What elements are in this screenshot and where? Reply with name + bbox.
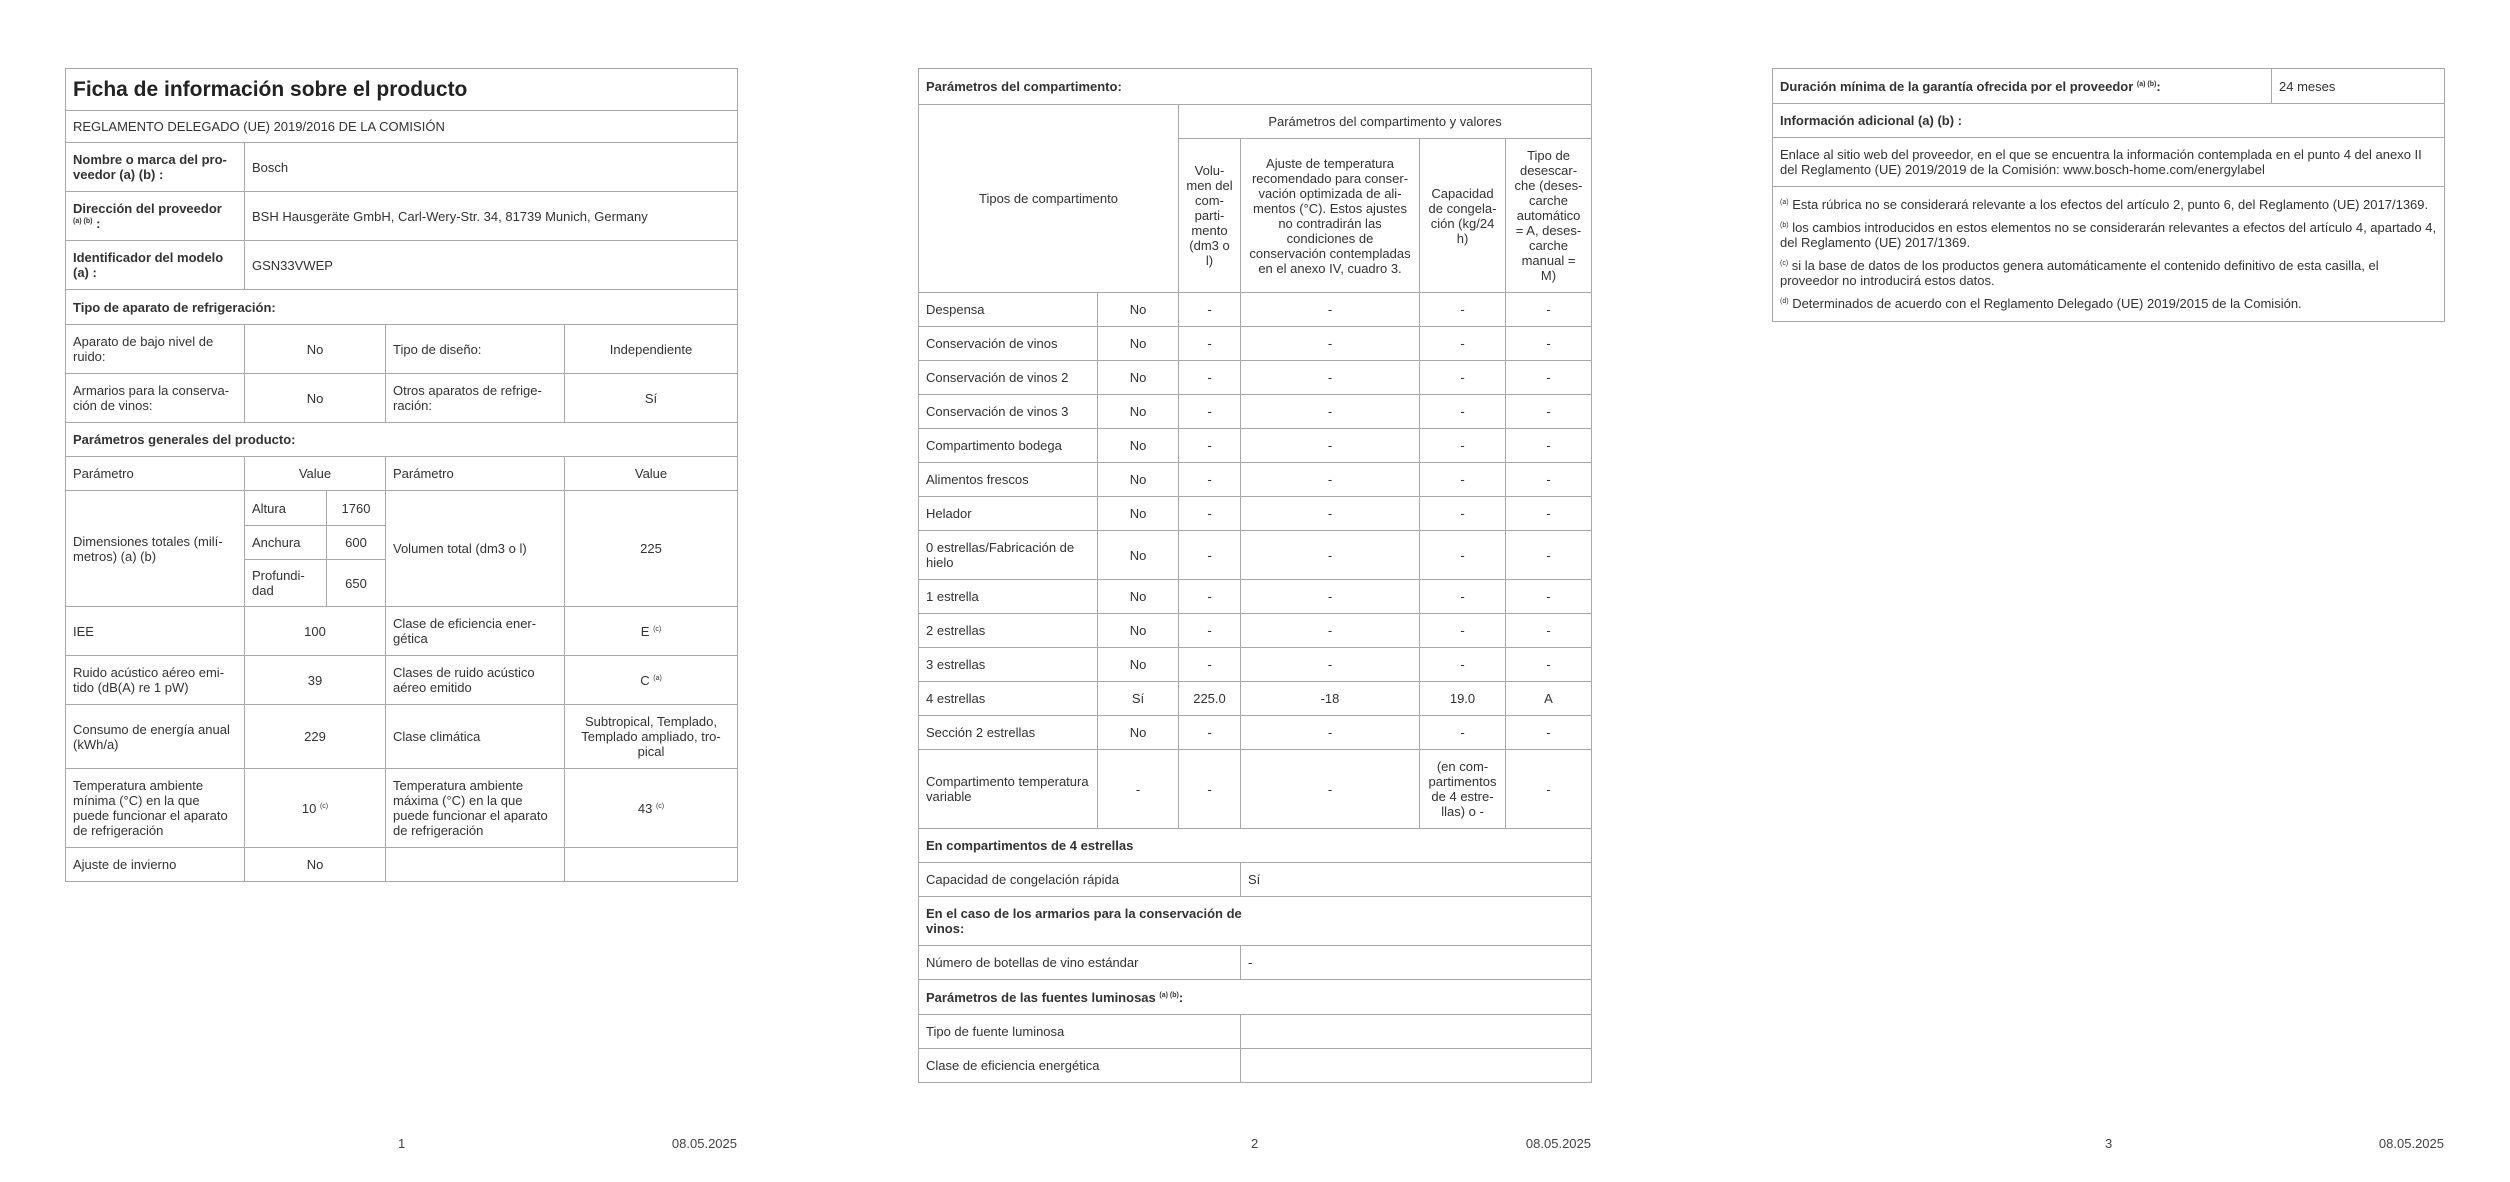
compartment-present: No — [1098, 361, 1179, 395]
compartment-name: Compartimento temperatura variable — [919, 750, 1098, 829]
compartment-params-heading: Parámetros del compartimento: — [919, 69, 1592, 105]
noise-class-label: Clases de ruido acústico aéreo emitido — [386, 656, 565, 705]
compartment-temperature: - — [1241, 716, 1420, 750]
compartment-row — [919, 682, 1592, 716]
compartment-present: - — [1098, 750, 1179, 829]
compartment-row — [919, 429, 1592, 463]
compartment-temperature: - — [1241, 497, 1420, 531]
compartment-defrost-type: - — [1506, 293, 1592, 327]
compartment-row — [919, 614, 1592, 648]
footnote — [1780, 296, 2437, 311]
product-info-table — [65, 68, 738, 882]
wine-cabinet-value: No — [245, 374, 386, 423]
compartment-freezing-capacity: - — [1420, 463, 1506, 497]
fast-freeze-label: Capacidad de congelación rápida — [919, 863, 1241, 897]
address-value: BSH Hausgeräte GmbH, Carl-Wery-Str. 34, 81739 Munich, Germany — [245, 192, 738, 241]
low-noise-value: No — [245, 325, 386, 374]
compartment-temperature: - — [1241, 395, 1420, 429]
noise-class-value: C $^{(a)}$ — [565, 656, 738, 705]
compartment-freezing-capacity: - — [1420, 716, 1506, 750]
compartment-present: Sí — [1098, 682, 1179, 716]
volume-value: 225 — [565, 491, 738, 607]
compartment-types-header: Tipos de compartimento — [919, 105, 1179, 293]
width-label: Anchura — [245, 526, 327, 560]
compartment-defrost-type: - — [1506, 361, 1592, 395]
compartment-volume: - — [1179, 614, 1241, 648]
four-star-heading: En compartimentos de 4 estrellas — [919, 829, 1592, 863]
page-number: 3 — [2105, 1136, 2113, 1151]
volume-column-header: Volumen del compartimento (dm3 o l) — [1179, 139, 1241, 293]
compartment-freezing-capacity: - — [1420, 293, 1506, 327]
compartment-name: 2 estrellas — [919, 614, 1098, 648]
compartment-present: No — [1098, 327, 1179, 361]
compartment-present: No — [1098, 648, 1179, 682]
compartment-name: Helador — [919, 497, 1098, 531]
model-value: GSN33VWEP — [245, 241, 738, 290]
temperature-column-header: Ajuste de temperatura recomendado para conservación optimizada de alimentos (°C). Estos ajustes no contradirán las condiciones de conservación contempladas en el anexo IV, cuadro 3. — [1241, 139, 1420, 293]
compartment-present: No — [1098, 580, 1179, 614]
compartment-volume: - — [1179, 429, 1241, 463]
page-number: 1 — [398, 1136, 406, 1151]
footnote-mark: (a) — [1780, 199, 1789, 206]
energy-consumption-value: 229 — [245, 705, 386, 769]
depth-label: Profundidad — [245, 560, 327, 607]
compartment-volume: - — [1179, 580, 1241, 614]
compartment-name: Despensa — [919, 293, 1098, 327]
light-class-label: Clase de eficiencia energética — [919, 1049, 1241, 1083]
other-appliance-value: Sí — [565, 374, 738, 423]
supplier-value: Bosch — [245, 143, 738, 192]
iee-value: 100 — [245, 607, 386, 656]
light-type-label: Tipo de fuente luminosa — [919, 1015, 1241, 1049]
appliance-type-heading: Tipo de aparato de refrigeración: — [66, 290, 738, 325]
compartment-row — [919, 463, 1592, 497]
compartment-name: Conservación de vinos — [919, 327, 1098, 361]
footnote-mark: (c) — [1780, 260, 1789, 267]
compartment-name: Alimentos frescos — [919, 463, 1098, 497]
compartment-name: 0 estrellas/Fabricación de hielo — [919, 531, 1098, 580]
noise-label: Ruido acústico aéreo emitido (dB(A) re 1 pW) — [66, 656, 245, 705]
defrost-column-header: Tipo de desescarche (desescarche automático = A, desescarche manual = M) — [1506, 139, 1592, 293]
compartment-row — [919, 293, 1592, 327]
compartment-name: 1 estrella — [919, 580, 1098, 614]
compartment-temperature: - — [1241, 429, 1420, 463]
page-3 — [1772, 0, 2444, 1182]
footnote-text: Determinados de acuerdo con el Reglamento Delegado (UE) 2019/2015 de la Comisión. — [1792, 296, 2302, 311]
compartment-temperature: - — [1241, 531, 1420, 580]
wine-cabinet-label: Armarios para la conservación de vinos: — [66, 374, 245, 423]
additional-info-heading: Información adicional (a) (b) : — [1773, 104, 2445, 138]
freezing-column-header: Capacidad de congelación (kg/24 h) — [1420, 139, 1506, 293]
wine-bottles-label: Número de botellas de vino estándar — [919, 946, 1241, 980]
compartment-volume: - — [1179, 327, 1241, 361]
winter-setting-value: No — [245, 848, 386, 882]
warranty-table — [1772, 68, 2445, 322]
compartment-present: No — [1098, 531, 1179, 580]
compartment-defrost-type: - — [1506, 614, 1592, 648]
footnote — [1780, 197, 2437, 212]
compartment-freezing-capacity: 19.0 — [1420, 682, 1506, 716]
compartment-freezing-capacity: - — [1420, 361, 1506, 395]
compartment-row — [919, 648, 1592, 682]
compartment-volume: 225.0 — [1179, 682, 1241, 716]
compartment-temperature: - — [1241, 648, 1420, 682]
compartment-temperature: - — [1241, 327, 1420, 361]
compartment-freezing-capacity: - — [1420, 531, 1506, 580]
compartment-row — [919, 750, 1592, 829]
compartment-freezing-capacity: - — [1420, 395, 1506, 429]
light-type-value — [1241, 1015, 1592, 1049]
dimensions-label: Dimensiones totales (milímetros) (a) (b) — [66, 491, 245, 607]
compartment-defrost-type: - — [1506, 580, 1592, 614]
volume-label: Volumen total (dm3 o l) — [386, 491, 565, 607]
page-1 — [65, 0, 737, 1182]
compartment-row — [919, 531, 1592, 580]
compartment-present: No — [1098, 463, 1179, 497]
compartment-defrost-type: - — [1506, 463, 1592, 497]
compartment-name: Conservación de vinos 3 — [919, 395, 1098, 429]
compartment-rows — [919, 293, 1592, 829]
compartment-temperature: - — [1241, 293, 1420, 327]
address-label: Dirección del proveedor $^{(a) (b)}$ : — [66, 192, 245, 241]
compartment-volume: - — [1179, 750, 1241, 829]
compartment-row — [919, 395, 1592, 429]
page-2 — [918, 0, 1591, 1182]
iee-label: IEE — [66, 607, 245, 656]
compartment-present: No — [1098, 395, 1179, 429]
compartment-name: Sección 2 estrellas — [919, 716, 1098, 750]
compartment-temperature: -18 — [1241, 682, 1420, 716]
compartment-row — [919, 361, 1592, 395]
design-type-value: Independiente — [565, 325, 738, 374]
compartment-present: No — [1098, 497, 1179, 531]
width-value: 600 — [327, 526, 386, 560]
footnote-text: si la base de datos de los productos genera automáticamente el contenido definitivo de esta casilla, el proveedor no introducirá estos datos. — [1780, 258, 2379, 288]
climate-class-value: Subtropical, Templado, Templado ampliado, tropical — [565, 705, 738, 769]
compartment-temperature: - — [1241, 463, 1420, 497]
compartment-volume: - — [1179, 648, 1241, 682]
compartment-name: Conservación de vinos 2 — [919, 361, 1098, 395]
compartment-freezing-capacity: - — [1420, 497, 1506, 531]
compartment-freezing-capacity: - — [1420, 648, 1506, 682]
height-value: 1760 — [327, 491, 386, 526]
footnote — [1780, 220, 2437, 250]
footnote-text: los cambios introducidos en estos elementos no se considerarán relevantes a efectos del artículo 4, apartado 4, del Reglamento (UE) 2017/1369. — [1780, 220, 2437, 250]
compartment-freezing-capacity: (en compartimentos de 4 estrellas) o - — [1420, 750, 1506, 829]
compartment-present: No — [1098, 293, 1179, 327]
footnotes — [1773, 187, 2445, 322]
efficiency-class-label: Clase de eficiencia energética — [386, 607, 565, 656]
footnote-text: Esta rúbrica no se considerará relevante a los efectos del artículo 2, punto 6, del Reglamento (UE) 2017/1369. — [1792, 197, 2429, 212]
compartment-volume: - — [1179, 361, 1241, 395]
light-class-value — [1241, 1049, 1592, 1083]
supplier-label: Nombre o marca del proveedor (a) (b) : — [66, 143, 245, 192]
compartment-freezing-capacity: - — [1420, 429, 1506, 463]
winter-setting-label: Ajuste de invierno — [66, 848, 245, 882]
compartment-freezing-capacity: - — [1420, 580, 1506, 614]
compartment-present: No — [1098, 429, 1179, 463]
compartment-row — [919, 327, 1592, 361]
compartment-defrost-type: - — [1506, 750, 1592, 829]
compartment-name: 4 estrellas — [919, 682, 1098, 716]
supplier-website-text: Enlace al sitio web del proveedor, en el que se encuentra la información contemplada en el punto 4 del anexo II del Reglamento (UE) 2019/2019 de la Comisión: www.bosch-home.com/energylabel — [1773, 138, 2445, 187]
page-date: 08.05.2025 — [1525, 1136, 1591, 1151]
compartment-volume: - — [1179, 531, 1241, 580]
compartment-temperature: - — [1241, 580, 1420, 614]
empty-cell — [386, 848, 565, 882]
max-temp-value: 43 $^{(c)}$ — [565, 769, 738, 848]
compartment-present: No — [1098, 614, 1179, 648]
col-value-2: Value — [565, 457, 738, 491]
compartment-defrost-type: - — [1506, 531, 1592, 580]
compartment-name: 3 estrellas — [919, 648, 1098, 682]
max-temp-label: Temperatura ambiente máxima (°C) en la que puede funcionar el aparato de refrigeración — [386, 769, 565, 848]
compartment-freezing-capacity: - — [1420, 327, 1506, 361]
compartment-defrost-type: A — [1506, 682, 1592, 716]
compartment-temperature: - — [1241, 614, 1420, 648]
warranty-value: 24 meses — [2272, 69, 2445, 104]
min-temp-label: Temperatura ambiente mínima (°C) en la que puede funcionar el aparato de refrigeración — [66, 769, 245, 848]
min-temp-value: 10 $^{(c)}$ — [245, 769, 386, 848]
warranty-label: Duración mínima de la garantía ofrecida por el proveedor $^{(a) (b)}$: — [1773, 69, 2272, 104]
design-type-label: Tipo de diseño: — [386, 325, 565, 374]
other-appliance-label: Otros aparatos de refrigeración: — [386, 374, 565, 423]
noise-value: 39 — [245, 656, 386, 705]
page-number: 2 — [1251, 1136, 1259, 1151]
wine-cabinet-heading: En el caso de los armarios para la conservación de vinos: — [919, 897, 1592, 946]
regulation-line: REGLAMENTO DELEGADO (UE) 2019/2016 DE LA COMISIÓN — [66, 111, 738, 143]
footnote-mark: (d) — [1780, 298, 1789, 305]
compartment-defrost-type: - — [1506, 497, 1592, 531]
low-noise-label: Aparato de bajo nivel de ruido: — [66, 325, 245, 374]
compartment-volume: - — [1179, 716, 1241, 750]
page-date: 08.05.2025 — [671, 1136, 737, 1151]
footnote — [1780, 258, 2437, 288]
model-label: Identificador del modelo (a) : — [66, 241, 245, 290]
compartment-defrost-type: - — [1506, 395, 1592, 429]
compartment-row — [919, 580, 1592, 614]
compartment-values-header: Parámetros del compartimento y valores — [1179, 105, 1592, 139]
compartment-temperature: - — [1241, 361, 1420, 395]
compartment-table — [918, 68, 1592, 1083]
compartment-volume: - — [1179, 293, 1241, 327]
energy-consumption-label: Consumo de energía anual (kWh/a) — [66, 705, 245, 769]
sheet-title: Ficha de información sobre el producto — [66, 69, 738, 111]
climate-class-label: Clase climática — [386, 705, 565, 769]
compartment-freezing-capacity: - — [1420, 614, 1506, 648]
compartment-defrost-type: - — [1506, 429, 1592, 463]
page-date: 08.05.2025 — [2378, 1136, 2444, 1151]
wine-bottles-value: - — [1241, 946, 1592, 980]
fast-freeze-value: Sí — [1241, 863, 1592, 897]
height-label: Altura — [245, 491, 327, 526]
compartment-row — [919, 716, 1592, 750]
compartment-present: No — [1098, 716, 1179, 750]
empty-cell — [565, 848, 738, 882]
compartment-volume: - — [1179, 497, 1241, 531]
light-source-heading: Parámetros de las fuentes luminosas $^{(a) (b)}$: — [919, 980, 1592, 1015]
compartment-volume: - — [1179, 463, 1241, 497]
col-param-2: Parámetro — [386, 457, 565, 491]
compartment-temperature: - — [1241, 750, 1420, 829]
depth-value: 650 — [327, 560, 386, 607]
compartment-name: Compartimento bodega — [919, 429, 1098, 463]
compartment-defrost-type: - — [1506, 648, 1592, 682]
col-value-1: Value — [245, 457, 386, 491]
efficiency-class-value: E $^{(c)}$ — [565, 607, 738, 656]
compartment-defrost-type: - — [1506, 327, 1592, 361]
compartment-defrost-type: - — [1506, 716, 1592, 750]
footnote-mark: (b) — [1780, 222, 1789, 229]
compartment-volume: - — [1179, 395, 1241, 429]
compartment-row — [919, 497, 1592, 531]
col-param-1: Parámetro — [66, 457, 245, 491]
general-params-heading: Parámetros generales del producto: — [66, 423, 738, 457]
